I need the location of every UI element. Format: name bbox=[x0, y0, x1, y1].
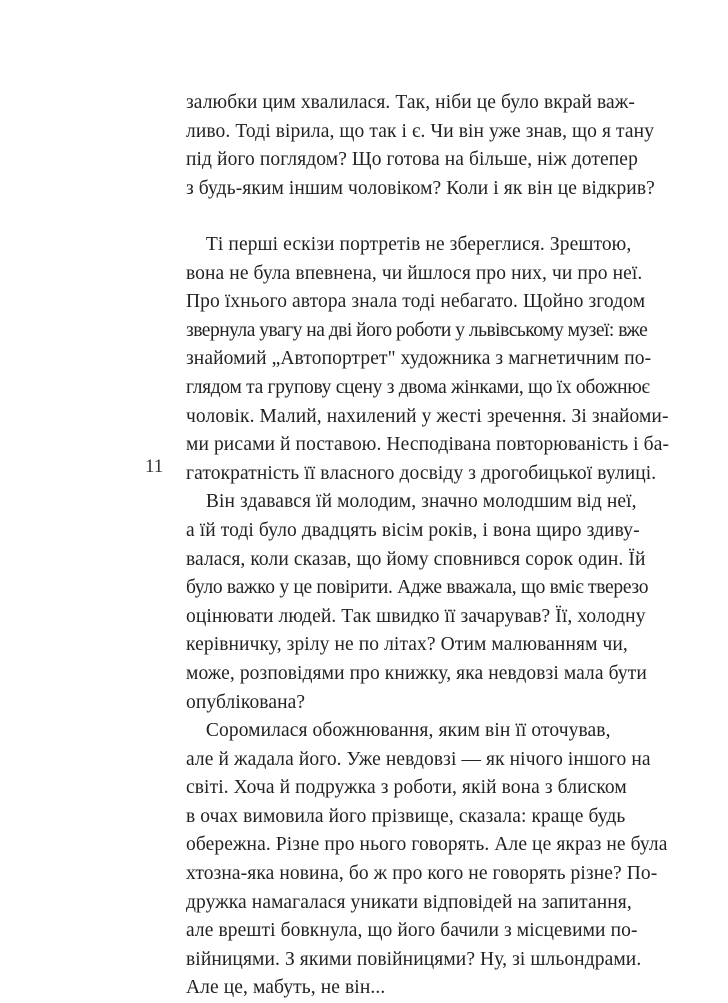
text-line: хтозна-яка новина, бо ж про кого не говорять різне? По- bbox=[186, 863, 658, 885]
text-line: дружка намагалася уникати відповідей на запитання, bbox=[186, 891, 632, 913]
text-line: звернула увагу на дві його роботи у львівському музеї: вже bbox=[186, 319, 648, 341]
text-line: керівничку, зрілу не по літах? Отим малюванням чи, bbox=[186, 634, 628, 656]
text-line: валася, коли сказав, що йому сповнився сорок один. Їй bbox=[186, 548, 646, 570]
text-line: вона не була впевнена, чи йшлося про них, чи про неї. bbox=[186, 262, 643, 284]
text-line: але врешті бовкнула, що його бачили з місцевими по- bbox=[186, 920, 638, 942]
text-line: знайомий „Автопортрет" художника з магнетичним по- bbox=[186, 348, 652, 370]
text-line: а їй тоді було двадцять вісім років, і вона щиро здиву- bbox=[186, 519, 640, 541]
text-line: Про їхнього автора знала тоді небагато. Щойно згодом bbox=[186, 291, 646, 313]
text-line: залюбки цим хвалилася. Так, ніби це було вкрай важ- bbox=[186, 92, 635, 113]
text-line: з будь-яким іншим чоловіком? Коли і як він це відкрив? bbox=[186, 177, 655, 199]
text-line: під його поглядом? Що готова на більше, ніж дотепер bbox=[186, 149, 638, 171]
text-line: опублікована? bbox=[186, 691, 306, 713]
text-line: в очах вимовила його прізвище, сказала: краще будь bbox=[186, 805, 626, 827]
text-line: ми рисами й поставою. Несподівана повторюваність і ба- bbox=[186, 434, 670, 456]
page-number: 11 bbox=[145, 456, 164, 477]
text-line: війницями. З якими повійницями? Ну, зі шльондрами. bbox=[186, 948, 642, 970]
text-line: Він здавався їй молодим, значно молодшим від неї, bbox=[186, 491, 637, 513]
text-line: чоловік. Малий, нахилений у жесті зречення. Зі знайоми- bbox=[186, 405, 669, 427]
text-line: може, розповідями про книжку, яка невдовзі мала бути bbox=[186, 662, 647, 684]
text-line: Соромилася обожнювання, яким він її оточував, bbox=[186, 720, 611, 742]
text-line: Ті перші ескізи портретів не збереглися. Зрештою, bbox=[186, 234, 632, 255]
text-line: ливо. Тоді вірила, що так і є. Чи він уже знав, що я тану bbox=[186, 120, 655, 142]
paragraph-continuation bbox=[186, 89, 706, 203]
text-line: світі. Хоча й подружка з роботи, якій вона з блиском bbox=[186, 777, 627, 799]
text-line: але й жадала його. Уже невдовзі — як нічого іншого на bbox=[186, 748, 651, 770]
text-line: було важко у це повірити. Адже вважала, що вміє тверезо bbox=[186, 577, 649, 599]
text-line: глядом та групову сцену з двома жінками, що їх обожнює bbox=[186, 376, 650, 398]
text-line: гатократність її власного досвіду з дрогобицької вулиці. bbox=[186, 462, 657, 484]
text-line: оцінювати людей. Так швидко її зачарував? Її, холодну bbox=[186, 605, 646, 627]
text-line: Але це, мабуть, не він... bbox=[186, 977, 386, 999]
main-text bbox=[186, 231, 706, 1003]
text-line: обережна. Різне про нього говорять. Але це якраз не була bbox=[186, 834, 668, 856]
